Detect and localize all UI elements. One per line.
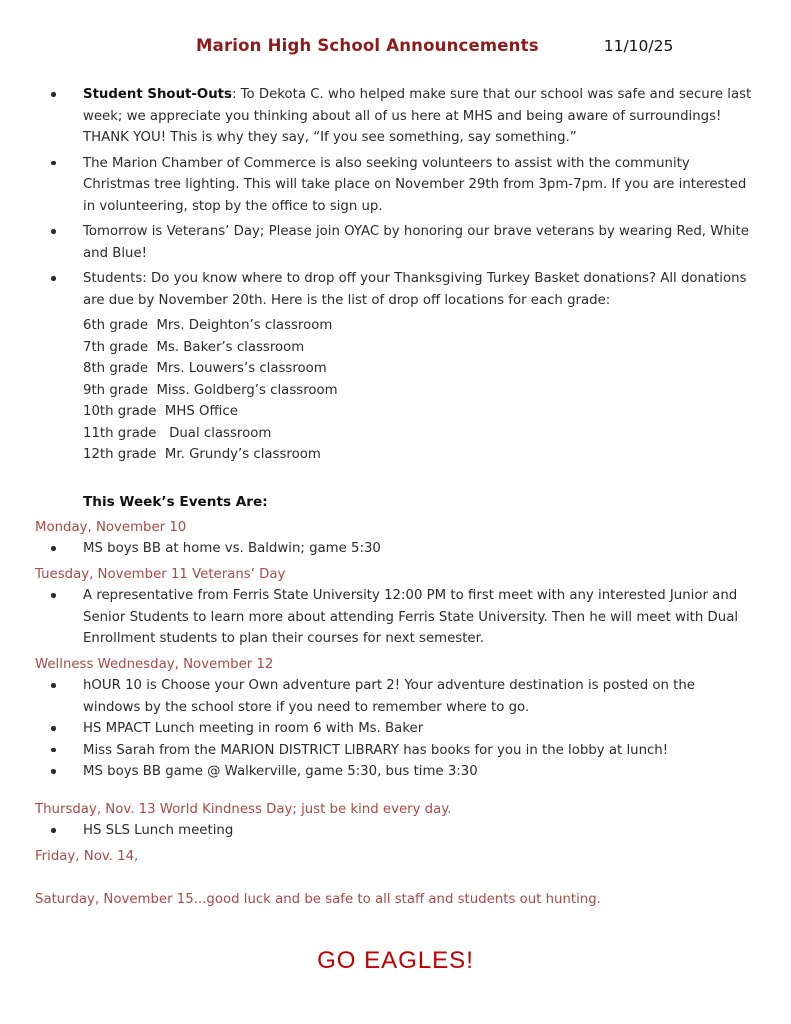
veterans-day-text: Tomorrow is Veterans’ Day; Please join OYAC by honoring our brave veterans by wearing Red, White and Blue!: [83, 224, 749, 261]
day-events-thursday: [0, 820, 791, 842]
grade-dropoff-row: 9th grade Miss. Goldberg’s classroom: [83, 382, 338, 398]
weekly-events-heading: This Week’s Events Are:: [83, 493, 268, 510]
page-date: 11/10/25: [603, 37, 674, 55]
list-item: HS MPACT Lunch meeting in room 6 with Ms. Baker: [0, 718, 791, 740]
chamber-of-commerce-text: The Marion Chamber of Commerce is also seeking volunteers to assist with the community Christmas tree lighting. This will take place on November 29th from 3pm-7pm. If you are interested in volunteering, stop by the office to sign up.: [83, 155, 747, 214]
grade-dropoff-row: 8th grade Mrs. Louwers’s classroom: [83, 361, 327, 376]
list-item: [0, 153, 791, 218]
closing-cheer: GO EAGLES!: [317, 946, 474, 974]
list-item: MS boys BB at home vs. Baldwin; game 5:30: [0, 538, 791, 560]
grade-dropoff-list: [0, 315, 791, 466]
day-heading-friday: Friday, Nov. 14,: [35, 848, 139, 864]
section-spacer: [0, 867, 791, 885]
turkey-basket-text: Students: Do you know where to drop off your Thanksgiving Turkey Basket donations? All donations are due by November 20th. Here is the list of drop off locations for each grade:: [83, 271, 747, 308]
announcement-list: [0, 84, 791, 311]
list-item: hOUR 10 is Choose your Own adventure part 2! Your adventure destination is posted on the windows by the school store if you need to remember where to go.: [0, 675, 791, 718]
list-item: [0, 221, 791, 264]
grade-dropoff-row: 6th grade Mrs. Deighton’s classroom: [83, 318, 333, 333]
list-item: [0, 268, 791, 311]
day-events-tuesday: [0, 585, 791, 650]
list-item: A representative from Ferris State University 12:00 PM to first meet with any interested Junior and Senior Students to learn more about attending Ferris State University. Then he will meet with Dual Enrollment students to plan their courses for next semester.: [0, 585, 791, 650]
list-item: MS boys BB game @ Walkerville, game 5:30, bus time 3:30: [0, 761, 791, 783]
grade-dropoff-row: 12th grade Mr. Grundy’s classroom: [83, 447, 321, 462]
day-heading-tuesday: Tuesday, November 11 Veterans’ Day: [35, 566, 286, 582]
day-events-monday: [0, 538, 791, 560]
list-item: HS SLS Lunch meeting: [0, 820, 791, 842]
list-item: Miss Sarah from the MARION DISTRICT LIBRARY has books for you in the lobby at lunch!: [0, 740, 791, 762]
shout-outs-label: Student Shout-Outs: [83, 87, 232, 102]
day-heading-wednesday: Wellness Wednesday, November 12: [35, 656, 274, 672]
grade-dropoff-row: 10th grade MHS Office: [83, 404, 238, 419]
day-heading-thursday: Thursday, Nov. 13 World Kindness Day; just be kind every day.: [35, 801, 452, 817]
page-header: [0, 36, 791, 55]
list-item: [0, 84, 791, 149]
page-title: Marion High School Announcements: [196, 36, 539, 55]
day-events-wednesday: [0, 675, 791, 783]
grade-dropoff-row: 11th grade Dual classroom: [83, 425, 272, 441]
day-heading-monday: Monday, November 10: [35, 519, 187, 535]
shout-outs-text: : To Dekota C. who helped make sure that our school was safe and secure last week; we appreciate you thinking about all of us here at MHS and being aware of surroundings! THANK YOU! This is why they say, “If you see something, say something.”: [83, 87, 752, 145]
announcement-body: [0, 84, 791, 975]
day-heading-saturday: Saturday, November 15...good luck and be safe to all staff and students out hunting.: [35, 892, 601, 907]
grade-dropoff-row: 7th grade Ms. Baker’s classroom: [83, 339, 305, 355]
